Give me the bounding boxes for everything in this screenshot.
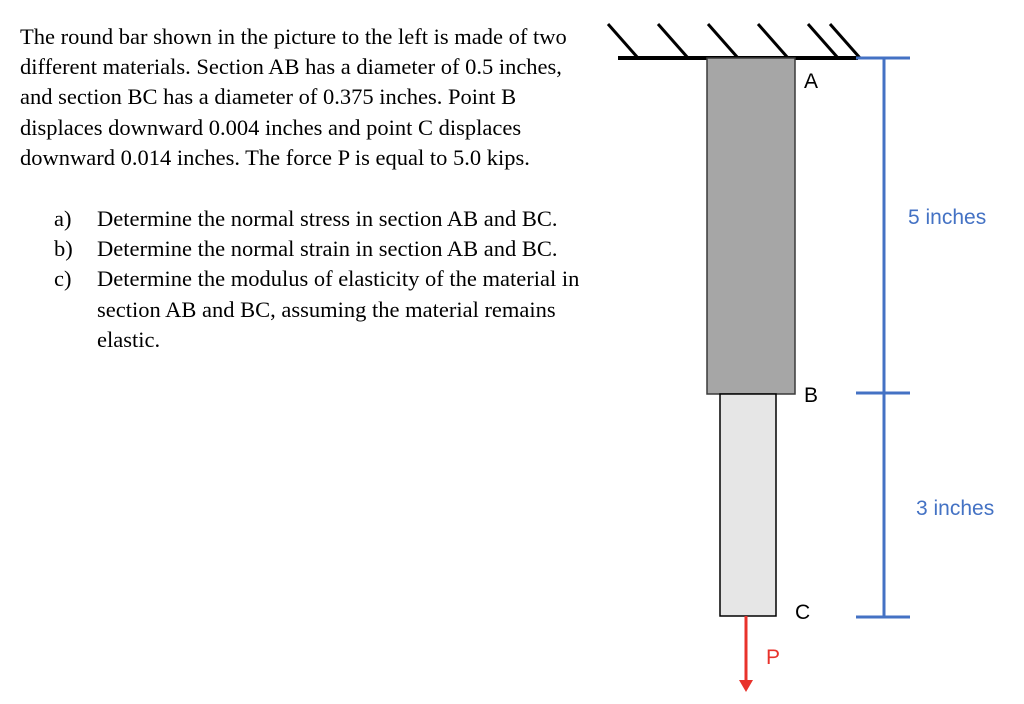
support-hatch: [608, 24, 638, 58]
question-item-a: [20, 204, 580, 234]
question-list: [20, 204, 580, 355]
question-text: Determine the normal strain in section AB and BC.: [97, 236, 558, 262]
question-item-b: [20, 234, 580, 264]
section-bc: [720, 394, 776, 616]
support-hatch: [658, 24, 688, 58]
support-hatch: [830, 24, 860, 58]
force-label: P: [766, 646, 781, 669]
point-label-c: C: [795, 601, 811, 624]
dimension-label-bc: 3 inches: [916, 497, 995, 520]
question-label: c): [54, 266, 72, 292]
dimension-label-ab: 5 inches: [908, 206, 987, 229]
point-label-b: B: [804, 384, 819, 407]
question-text: Determine the normal stress in section AB and BC.: [97, 206, 558, 232]
problem-statement: The round bar shown in the picture to the left is made of two different materials. Section AB has a diameter of 0.5 inches, and section BC has a diameter of 0.375 inches. Point B displaces downward 0.004 inches and point C displaces downward 0.014 inches. The force P is equal to 5.0 kips.: [20, 24, 567, 170]
question-item-c: [20, 264, 580, 355]
support-hatch: [758, 24, 788, 58]
fixed-support: [608, 24, 860, 58]
question-label: a): [54, 206, 72, 232]
force-arrow-head: [739, 680, 753, 692]
section-ab: [707, 58, 795, 394]
problem-text: [20, 22, 580, 355]
force-arrow: [739, 616, 753, 692]
question-text: Determine the modulus of elasticity of the material in section AB and BC, assuming the material remains elastic.: [97, 266, 580, 352]
point-label-a: A: [804, 70, 819, 93]
dimension-line: [856, 58, 910, 617]
question-label: b): [54, 236, 73, 262]
support-hatch: [808, 24, 838, 58]
support-hatch: [708, 24, 738, 58]
